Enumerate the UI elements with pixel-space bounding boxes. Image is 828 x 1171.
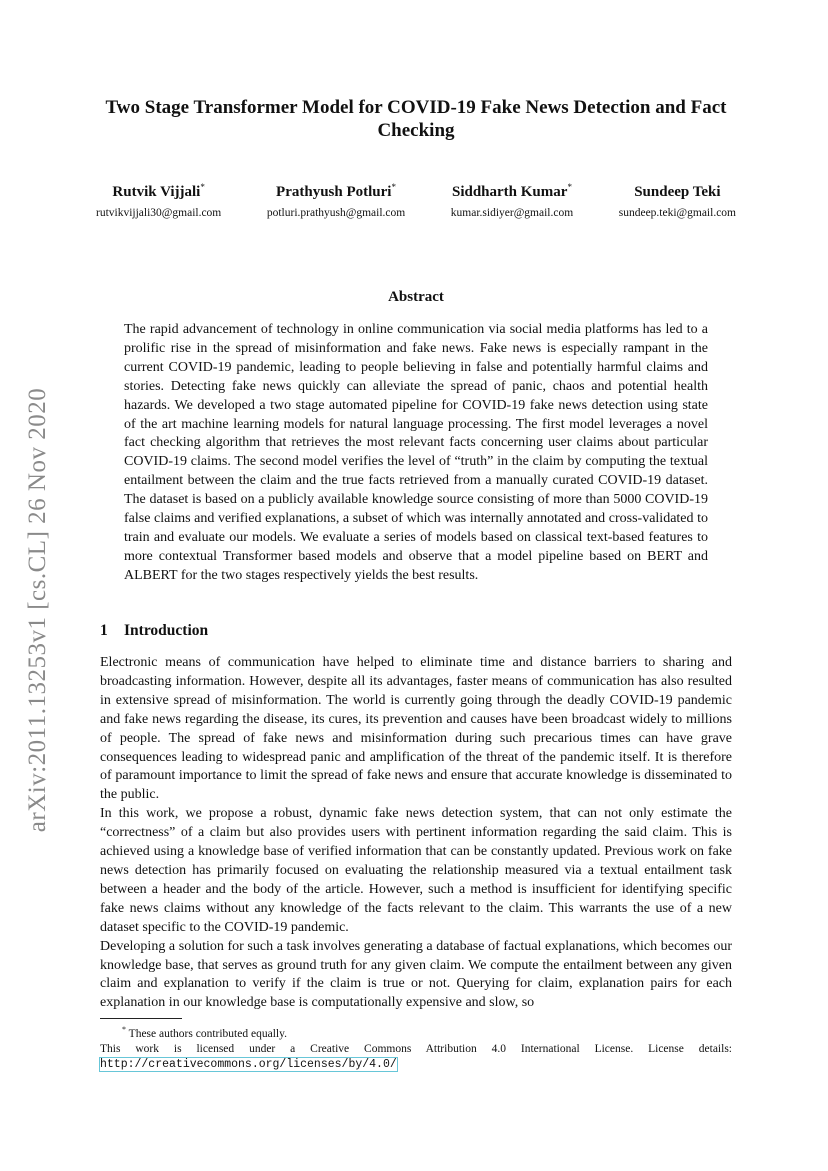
section-heading: [100, 622, 208, 640]
author-mark: *: [200, 182, 205, 192]
author-mark: *: [391, 182, 396, 192]
arxiv-sidebar-stamp: [18, 360, 58, 860]
author-name: Prathyush Potluri: [276, 184, 392, 200]
author-name: Rutvik Vijjali: [112, 184, 201, 200]
footnote-text: These authors contributed equally.: [128, 1027, 287, 1040]
license-footnote: [100, 1042, 732, 1072]
author-name: Siddharth Kumar: [451, 184, 568, 200]
abstract-heading: Abstract: [388, 289, 444, 305]
author-email: rutvikvijjali30@gmail.com: [96, 207, 222, 219]
footnote-mark: *: [122, 1025, 126, 1034]
license-text: This work is licensed under a Creative Commons Attribution 4.0 International License. License details:: [100, 1042, 732, 1055]
introduction-body: [100, 654, 732, 1013]
license-link[interactable]: http://creativecommons.org/licenses/by/4.0/: [100, 1057, 397, 1071]
footnote-rule: [100, 1018, 182, 1019]
author-email: kumar.sidiyer@gmail.com: [450, 207, 574, 219]
author-4: [619, 177, 736, 222]
footnote-equal-contribution: [100, 1022, 732, 1042]
author-email: sundeep.teki@gmail.com: [618, 207, 736, 219]
arxiv-identifier: arXiv:2011.13253v1 [cs.CL] 26 Nov 2020: [24, 387, 51, 833]
author-name: Sundeep Teki: [634, 184, 721, 200]
author-email: potluri.prathyush@gmail.com: [266, 207, 406, 219]
abstract-text: The rapid advancement of technology in online communication via social media platforms has led to a prolific rise in the spread of misinformation and fake news. Fake news is especially rampant in the current COVID-19 pandemic, leading to people believing in false and potentially harmful claims and stories. Detecting fake news quickly can alleviate the spread of panic, chaos and potential health hazards. We developed a two stage automated pipeline for COVID-19 fake news detection using state of the art machine learning models for natural language processing. The first model leverages a novel fact checking algorithm that retrieves the most relevant facts concerning user claims about particular COVID-19 claims. The second model verifies the level of “truth” in the claim by computing the textual entailment between the claim and the true facts retrieved from a manually curated COVID-19 dataset. The dataset is based on a publicly available knowledge source consisting of more than 5000 COVID-19 false claims and verified explanations, a subset of which was internally annotated and cross-validated to train and evaluate our models. We evaluate a series of models based on classical text-based features to more contextual Transformer based models and observe that a model pipeline based on BERT and ALBERT for the two stages respectively yields the best results.: [124, 322, 708, 583]
paragraph: Developing a solution for such a task involves generating a database of factual explanations, which becomes our knowledge base, that serves as ground truth for any given claim. We compute the entailment between any given claim and explanation to verify if the claim is true or not. Querying for claim, explanation pairs for each explanation in our knowledge base is computationally expensive and slow, so: [100, 938, 732, 1011]
paper-title: Two Stage Transformer Model for COVID-19 Fake News Detection and Fact Checking: [105, 97, 727, 141]
section-title: Introduction: [124, 622, 209, 639]
author-3: [451, 177, 573, 222]
author-2: [267, 177, 405, 222]
footnotes: [100, 1022, 732, 1072]
paragraph: In this work, we propose a robust, dynamic fake news detection system, that can not only estimate the “correctness” of a claim but also provides users with pertinent information regarding the said claim. This is achieved using a knowledge base of verified information that can be constantly updated. Previous work on fake news detection has primarily focused on evaluating the relationship measured via a textual entailment task between a header and the body of the article. However, such a method is insufficient for identifying specific fake news claims without any knowledge of the facts relevant to the claim. This warrants the use of a new dataset specific to the COVID-19 pandemic.: [100, 806, 732, 935]
section-number: 1: [100, 622, 108, 639]
author-mark: *: [567, 182, 572, 192]
author-1: [96, 177, 221, 222]
paragraph: Electronic means of communication have helped to eliminate time and distance barriers to sharing and broadcasting information. However, despite all its advantages, faster means of communication has also resulted in extensive spread of misinformation. The world is currently going through the deadly COVID-19 pandemic and fake news regarding the disease, its cures, its prevention and causes have been broadcast widely to millions of people. The spread of fake news and misinformation during such precarious times can have grave consequences leading to widespread panic and amplification of the threat of the pandemic itself. It is therefore of paramount importance to limit the spread of fake news and ensure that accurate knowledge is disseminated to the public.: [100, 655, 732, 803]
author-list: [96, 177, 736, 222]
